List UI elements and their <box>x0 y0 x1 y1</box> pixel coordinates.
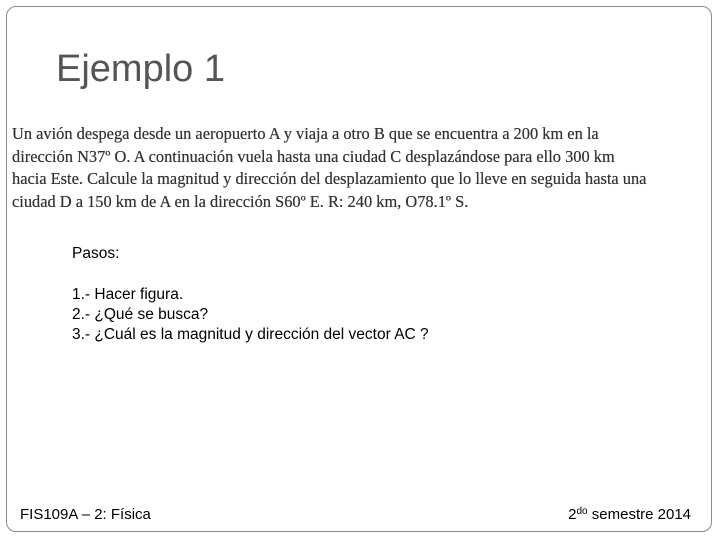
problem-line: hacia Este. Calcule la magnitud y dirección del desplazamiento que lo lleve en seguida hasta una <box>12 169 647 188</box>
problem-statement <box>12 123 712 213</box>
step-item: 1.- Hacer figura. <box>72 286 184 303</box>
problem-line: Un avión despega desde un aeropuerto A y viaja a otro B que se encuentra a 200 km en la <box>12 124 599 143</box>
steps-heading: Pasos: <box>72 245 120 262</box>
problem-line: ciudad D a 150 km de A en la dirección S60º E. R: 240 km, O78.1º S. <box>12 191 469 211</box>
semester-number: 2 <box>568 506 577 523</box>
problem-line: dirección N37º O. A continuación vuela hasta una ciudad C desplazándose para ello 300 km <box>12 146 615 166</box>
footer-course: FIS109A – 2: Física <box>20 506 151 523</box>
step-item: 2.- ¿Qué se busca? <box>72 306 209 323</box>
semester-text: semestre 2014 <box>587 506 691 523</box>
slide-title: Ejemplo 1 <box>56 48 225 90</box>
steps-list <box>72 245 429 345</box>
footer-semester <box>568 506 691 523</box>
semester-suffix: do <box>576 506 588 517</box>
step-item: 3.- ¿Cuál es la magnitud y dirección del vector AC ? <box>72 326 429 343</box>
